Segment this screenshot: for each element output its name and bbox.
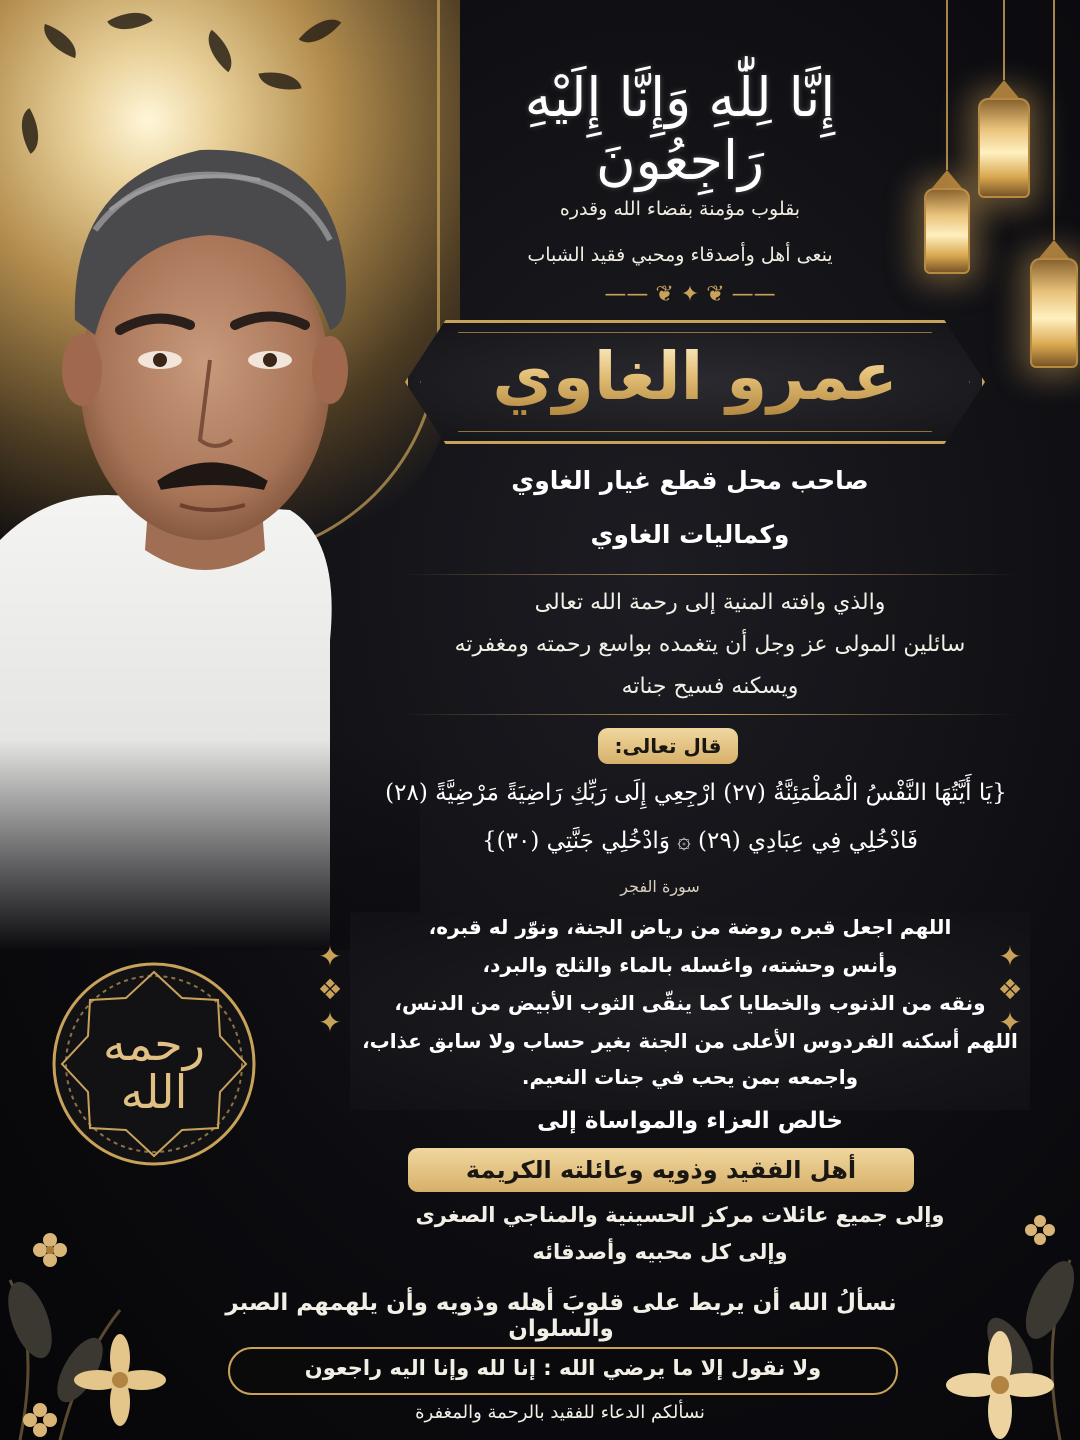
deceased-title-2: وكماليات الغاوي — [590, 520, 790, 549]
deceased-name: عمرو الغاوي — [405, 338, 985, 415]
condolence-prayer: نسألُ الله أن يربط على قلوبَ أهله وذويه وأن يلهمهم الصبر والسلوان — [225, 1290, 897, 1342]
condolence-line-2: وإلى كل محبيه وأصدقائه — [532, 1240, 788, 1264]
quran-phrase-heading: إِنَّا لِلّٰهِ وَإِنَّا إِلَيْهِ رَاجِعُونَ — [524, 66, 836, 192]
condolence-line-1: وإلى جميع عائلات مركز الحسينية والمناجي الصغرى — [415, 1203, 945, 1227]
request-line: نسألكم الدعاء للفقيد بالرحمة والمغفرة — [415, 1402, 705, 1423]
seal-line-2: الله — [120, 1065, 188, 1120]
seal-line-1: رحمه — [103, 1017, 205, 1071]
portrait-illustration — [0, 120, 420, 950]
passing-line-1: والذي وافته المنية إلى رحمة الله تعالى — [534, 590, 886, 615]
dua-line-1: اللهم اجعل قبره روضة من رياض الجنة، ونوّر له قبره، — [428, 915, 952, 939]
ornament-icon: ✦ ❖ ✦ — [317, 940, 343, 1039]
ornament-icon: —— ❦ ✦ ❦ —— — [604, 282, 776, 307]
lantern-icon — [1030, 0, 1078, 368]
family-banner: أهل الفقيد وذويه وعائلته الكريمة — [408, 1148, 914, 1192]
passing-line-2: سائلين المولى عز وجل أن يتغمده بواسع رحمته ومغفرته — [454, 632, 966, 657]
flower-icon — [890, 1140, 1080, 1440]
intro-line-2: ينعى أهل وأصدقاء ومحبي فقيد الشباب — [527, 244, 833, 266]
portrait-photo — [0, 120, 420, 950]
dua-line-4: اللهم أسكنه الفردوس الأعلى من الجنة بغير حساب ولا سابق عذاب، — [362, 1029, 1018, 1053]
deceased-title-1: صاحب محل قطع غيار الغاوي — [511, 466, 869, 495]
passing-line-3: ويسكنه فسيح جناته — [621, 674, 799, 699]
divider — [400, 574, 1020, 575]
lantern-icon — [924, 0, 970, 274]
flower-icon — [0, 1140, 230, 1440]
divider — [400, 714, 1020, 715]
dua-line-2: وأنس وحشته، واغسله بالماء والثلج والبرد، — [482, 953, 898, 977]
lantern-icon — [978, 0, 1030, 198]
intro-line-1: بقلوب مؤمنة بقضاء الله وقدره — [559, 198, 801, 220]
ornament-icon: ✦ ❖ ✦ — [997, 940, 1023, 1039]
surah-name: سورة الفجر — [620, 877, 700, 896]
dua-line-5: واجمعه بمن يحب في جنات النعيم. — [521, 1065, 859, 1089]
closing-line: ولا نقول إلا ما يرضي الله : إنا لله وإنا اليه راجعون — [304, 1356, 822, 1380]
condolence-heading: خالص العزاء والمواساة إلى — [537, 1108, 843, 1134]
dua-line-3: ونقه من الذنوب والخطايا كما ينقّى الثوب الأبيض من الدنس، — [394, 991, 986, 1015]
seal-text — [48, 1017, 260, 1120]
ayah-line-1: {يَا أَيَّتُهَا النَّفْسُ الْمُطْمَئِنَّةُ (٢٧) ارْجِعِي إِلَى رَبِّكِ رَاضِيَةً مَرْضِيَّةً (٢٨) — [385, 780, 1007, 806]
quote-label: قال تعالى: — [598, 728, 738, 764]
ayah-line-2: فَادْخُلِي فِي عِبَادِي (٢٩) ۞ وَادْخُلِي جَنَّتِي (٣٠)} — [482, 828, 918, 854]
